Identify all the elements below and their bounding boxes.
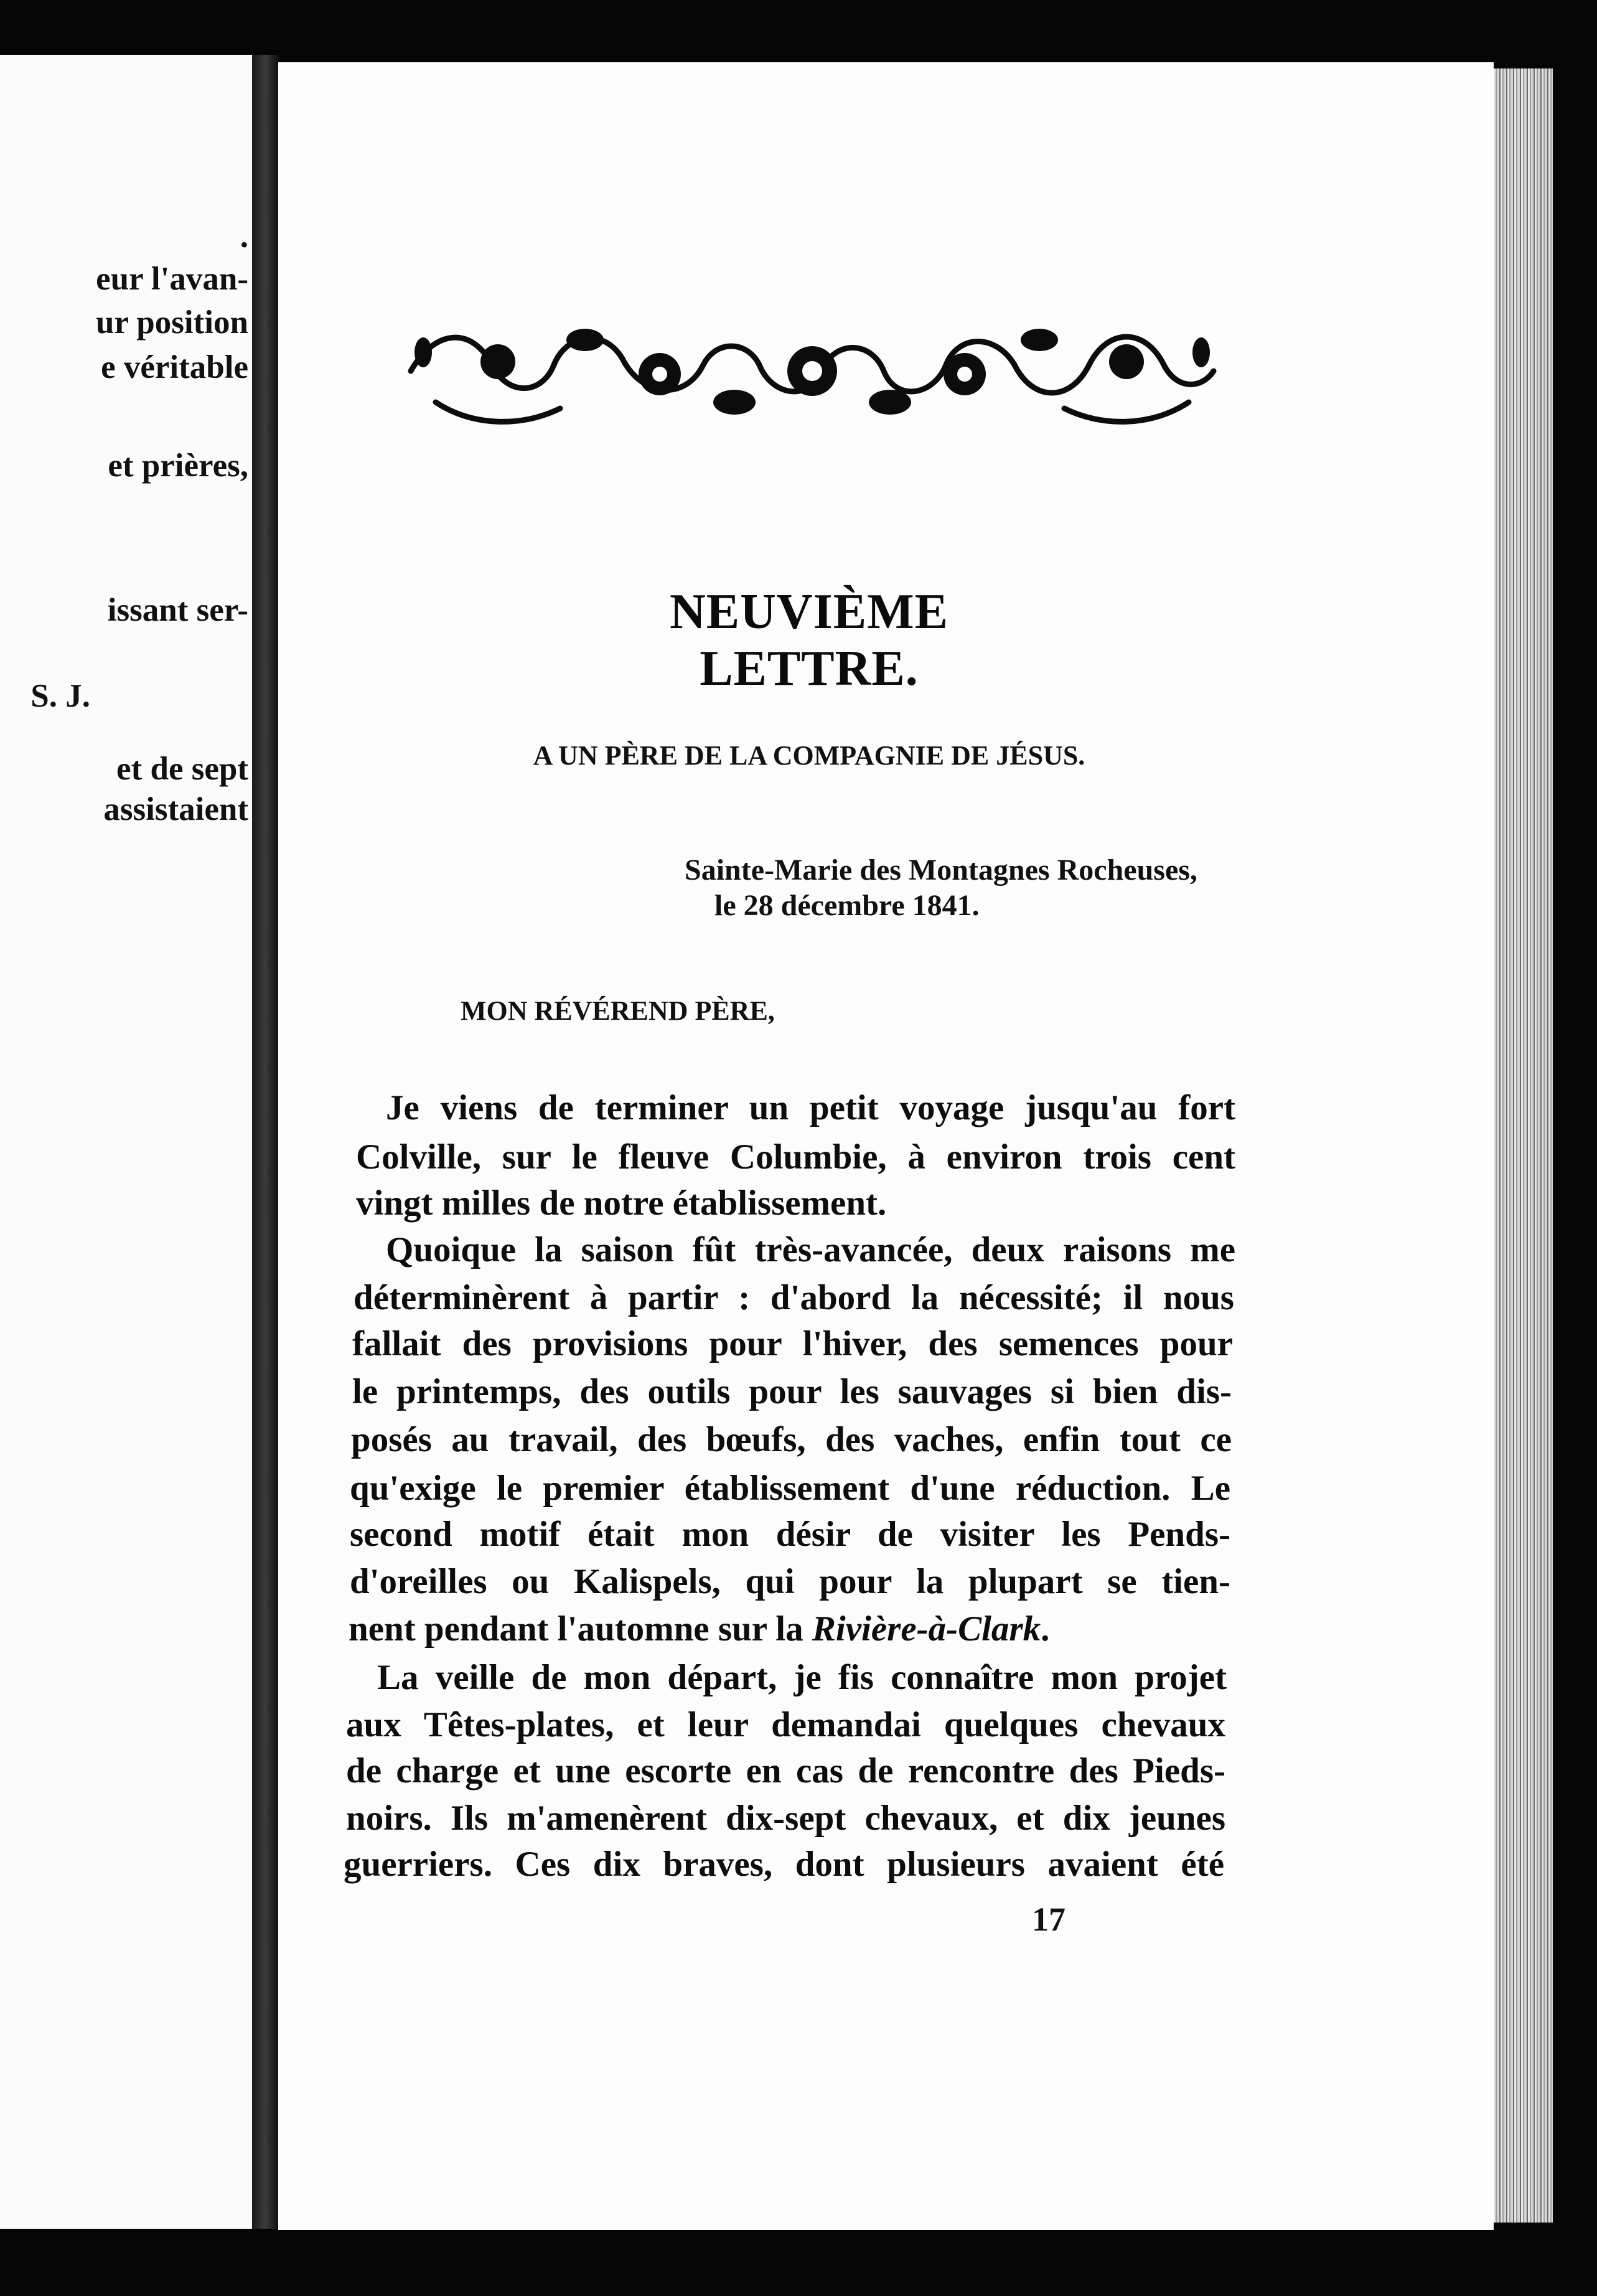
body-line: fallait des provisions pour l'hiver, des semences pour [352,1324,1233,1363]
body-line: qu'exige le premier établissement d'une réduction. Le [350,1469,1230,1508]
left-page-fragment: assistaient [103,791,248,827]
left-facing-page [0,55,252,2229]
body-line-tail: . [1041,1609,1050,1649]
body-line: La veille de mon départ, je fis connaître mon projet [377,1658,1227,1697]
left-page-fragment: ur position [96,304,248,341]
body-line-text: nent pendant l'automne sur la [349,1609,803,1649]
body-line: posés au travail, des bœufs, des vaches, enfin tout ce [351,1420,1232,1459]
body-line: Quoique la saison fût très-avancée, deux raisons me [386,1230,1235,1269]
body-line: Colville, sur le fleuve Columbie, à environ trois cent [356,1137,1235,1177]
left-page-fragment: . [240,219,248,255]
recipient-line: A UN PÈRE DE LA COMPAGNIE DE JÉSUS. [533,740,1085,771]
body-line [349,1609,1095,1649]
ornamental-headpiece-icon [398,303,1226,440]
body-line: Je viens de terminer un petit voyage jusqu'au fort [386,1088,1235,1127]
salutation: MON RÉVÉREND PÈRE, [461,995,775,1026]
letter-title: NEUVIÈME LETTRE. [669,585,949,696]
body-line: noirs. Ils m'amenèrent dix-sept chevaux, et dix jeunes [346,1799,1225,1838]
body-line: second motif était mon désir de visiter les Pends- [350,1515,1230,1554]
body-line: vingt milles de notre établissement. [356,1183,887,1223]
body-line: déterminèrent à partir : d'abord la nécessité; il nous [354,1278,1234,1317]
page-number: 17 [1032,1901,1065,1938]
left-page-fragment: S. J. [30,678,90,714]
left-page-fragment: e véritable [101,349,248,385]
date-line: le 28 décembre 1841. [714,889,980,922]
italic-place-name: Rivière-à-Clark [812,1609,1041,1649]
body-line: aux Têtes-plates, et leur demandai quelques chevaux [346,1705,1225,1744]
left-page-fragment: eur l'avan- [96,261,248,297]
place-line: Sainte-Marie des Montagnes Rocheuses, [685,854,1197,887]
book-gutter [252,55,278,2229]
body-line: le printemps, des outils pour les sauvages si bien dis- [352,1372,1232,1411]
left-page-fragment: et prières, [108,448,248,484]
page-edge [1494,68,1553,2223]
body-line: guerriers. Ces dix braves, dont plusieurs avaient été [344,1845,1224,1884]
left-page-fragment: et de sept [116,751,248,787]
left-page-fragment: issant ser- [107,592,248,628]
body-line: de charge et une escorte en cas de rencontre des Pieds- [346,1751,1225,1790]
body-line: d'oreilles ou Kalispels, qui pour la plupart se tien- [350,1562,1230,1601]
